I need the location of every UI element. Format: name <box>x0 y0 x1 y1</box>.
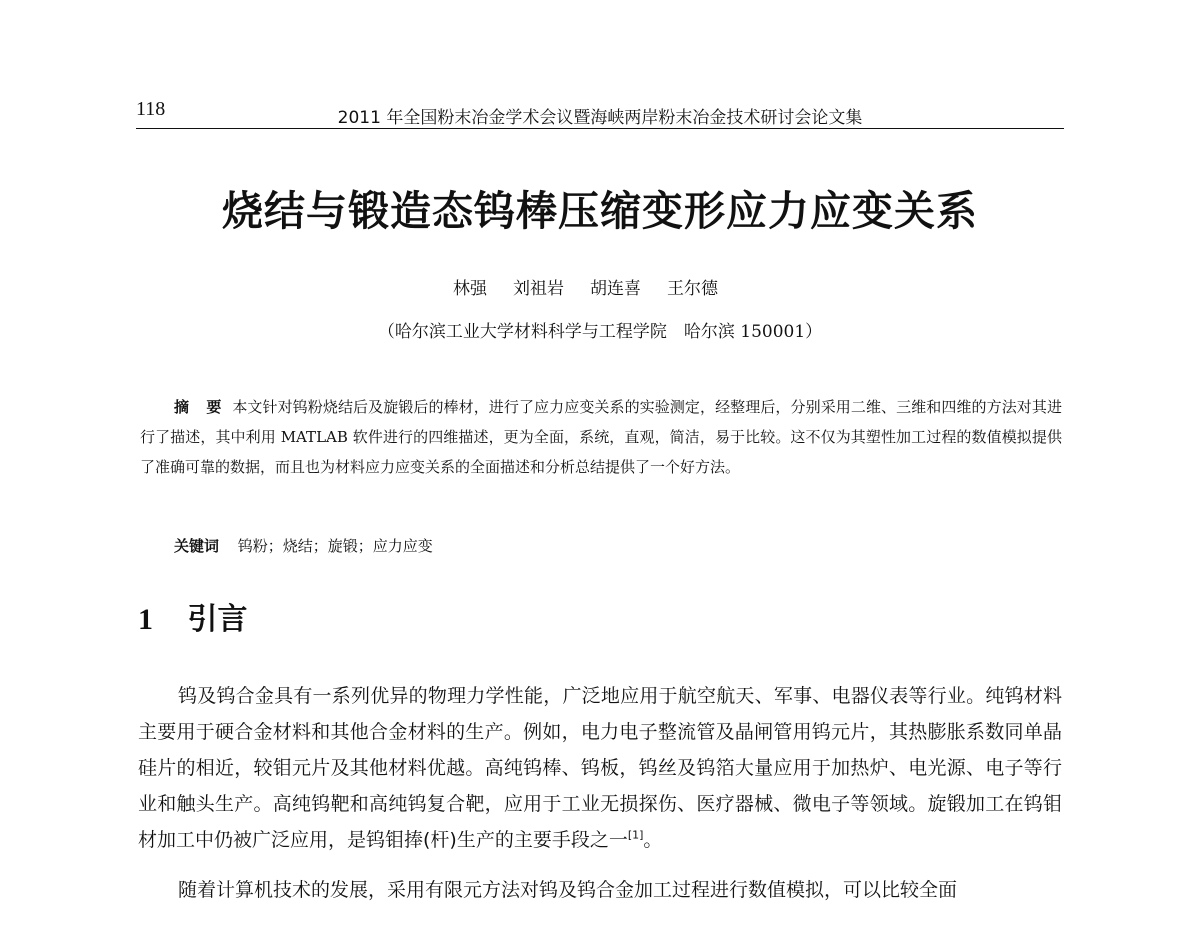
section-title: 引言 <box>187 602 248 637</box>
abstract <box>140 392 1062 482</box>
author: 王尔德 <box>667 279 718 299</box>
abstract-label: 摘 要 <box>174 398 228 416</box>
body-text <box>138 678 1062 908</box>
citation: [1] <box>627 828 644 842</box>
author: 林强 <box>453 279 487 299</box>
paragraph-end: 。 <box>643 829 663 851</box>
affiliation: （哈尔滨工业大学材料科学与工程学院 哈尔滨 150001） <box>377 322 823 342</box>
keywords <box>174 535 433 556</box>
header-rule <box>136 128 1064 129</box>
paragraph <box>138 678 1062 858</box>
running-header: 2011 年全国粉末冶金学术会议暨海峡两岸粉末冶金技术研讨会论文集 <box>337 108 863 128</box>
paragraph <box>138 872 1062 908</box>
section-number: 1 <box>138 603 153 636</box>
paper-title: 烧结与锻造态钨棒压缩变形应力应变关系 <box>222 187 978 235</box>
page-number: 118 <box>136 98 166 120</box>
section-heading <box>138 594 247 638</box>
paragraph-text: 随着计算机技术的发展，采用有限元方法对钨及钨合金加工过程进行数值模拟，可以比较全面 <box>178 879 958 901</box>
paragraph-text: 钨及钨合金具有一系列优异的物理力学性能，广泛地应用于航空航天、军事、电器仪表等行业。纯钨材料主要用于硬合金材料和其他合金材料的生产。例如，电力电子整流管及晶闸管用钨元片，其热膨胀系数同单晶硅片的相近，较钼元片及其他材料优越。高纯钨棒、钨板，钨丝及钨箔大量应用于加热炉、电光源、电子等行业和触头生产。高纯钨靶和高纯钨复合靶，应用于工业无损探伤、医疗器械、微电子等领域。旋锻加工在钨钼材加工中仍被广泛应用，是钨钼捧(杆)生产的主要手段之一 <box>138 685 1062 851</box>
author: 胡连喜 <box>590 279 641 299</box>
keywords-label: 关键词 <box>174 537 220 555</box>
keywords-text: 钨粉；烧结；旋锻；应力应变 <box>237 537 433 555</box>
abstract-text: 本文针对钨粉烧结后及旋锻后的棒材，进行了应力应变关系的实验测定，经整理后，分别采用二维、三维和四维的方法对其进行了描述，其中利用 MATLAB 软件进行的四维描述，更为全面，系统，直观，简洁，易于比较。这不仅为其塑性加工过程的数值模拟提供了准确可靠的数据，而且也为材料应力应变关系的全面描述和分析总结提供了一个好方法。 <box>140 398 1062 476</box>
author-list <box>453 274 718 299</box>
author: 刘祖岩 <box>513 279 564 299</box>
